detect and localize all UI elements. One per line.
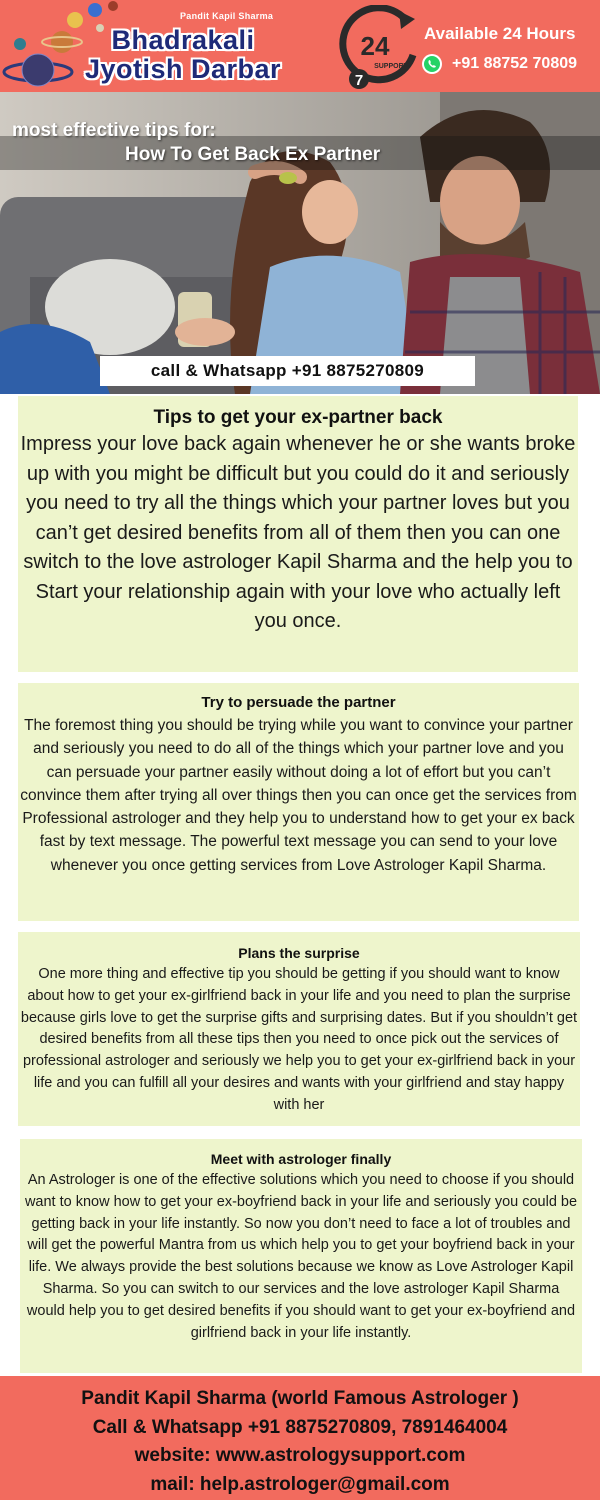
section-title: Meet with astrologer finally — [210, 1151, 392, 1167]
brand-line-2: Jyotish Darbar — [84, 54, 282, 84]
brand-line-1: Bhadrakali — [111, 25, 255, 55]
section-title: Try to persuade the partner — [201, 694, 396, 711]
badge-support: SUPPORT — [374, 63, 408, 70]
whatsapp-icon[interactable] — [421, 53, 443, 75]
section-title: Plans the surprise — [238, 945, 360, 961]
pandit-label: Pandit Kapil Sharma — [180, 11, 274, 21]
footer-website[interactable]: website: www.astrologysupport.com — [134, 1445, 466, 1466]
footer-contact — [0, 1376, 600, 1500]
section-body: The foremost thing you should be trying while you want to convince your partner and seriously you need to do all of the things which your partner love and you can persuade your partner easily without doing a lot of effort but you can’t convince them after trying all over things then you can once get the services from Professional astrologer and they help you to understand how to get your ex back fast by text message. The powerful text message you can send to your love whenever you once getting services from Love Astrologer Kapil Sharma. — [20, 717, 577, 874]
footer-name: Pandit Kapil Sharma (world Famous Astrologer ) — [81, 1388, 519, 1409]
tip-section-1 — [18, 396, 578, 672]
hero-title-line-2: How To Get Back Ex Partner — [125, 144, 381, 165]
header-phone[interactable]: +91 88752 70809 — [452, 55, 578, 72]
call-whatsapp-banner[interactable]: call & Whatsapp +91 8875270809 — [100, 356, 475, 386]
hero-banner — [0, 92, 600, 394]
header-banner — [0, 0, 600, 92]
footer-phone[interactable]: Call & Whatsapp +91 8875270809, 7891464004 — [92, 1416, 508, 1438]
tip-section-3 — [18, 932, 580, 1126]
hero-title-line-1: most effective tips for: — [12, 120, 216, 141]
brand-logo-text — [58, 26, 308, 84]
availability-text: Available 24 Hours — [424, 24, 576, 43]
support-24x7-badge-icon — [335, 5, 419, 89]
tip-section-2 — [18, 683, 579, 921]
section-body: An Astrologer is one of the effective solutions which you need to choose if you should want to know how to get your ex-boyfriend back in your life and seriously you could be getting back in your life instantly. So now you don’t need to face a lot of troubles and will get the powerful Mantra from us which help you to get your boyfriend back in your life. We always provide the best solutions because we know as Love Astrologer Kapil Sharma. So you can switch to our services and the love astrologer Kapil Sharma would help you to get desired benefits if you should want to get your ex-boyfriend and girlfriend back in your life instantly. — [24, 1172, 578, 1341]
section-body: One more thing and effective tip you should be getting if you should want to know about how to get your ex-girlfriend back in your life and you need to plan the surprise because girls love to get the surprise gifts and surprising dates. But if you shouldn’t get desired benefits from all these tips then you need to once pick out the services of professional astrologer and seriously we help you to get your ex-girlfriend back in your life and you can fulfill all your desires and wants with your girlfriend and stay happy with her — [20, 966, 578, 1113]
tip-section-4 — [20, 1139, 582, 1373]
badge-days: 7 — [354, 72, 364, 89]
section-body: Impress your love back again whenever he or she wants broke up with you might be difficult but you could do it and seriously you need to try all the things which your partner loves but you can’t get desired benefits from all of them then you can one switch to the love astrologer Kapil Sharma and the help you to Start your relationship again with your love who actually left you once. — [20, 433, 576, 632]
footer-email[interactable]: mail: help.astrologer@gmail.com — [150, 1473, 450, 1495]
section-title: Tips to get your ex-partner back — [153, 407, 443, 428]
badge-number: 24 — [360, 31, 390, 61]
